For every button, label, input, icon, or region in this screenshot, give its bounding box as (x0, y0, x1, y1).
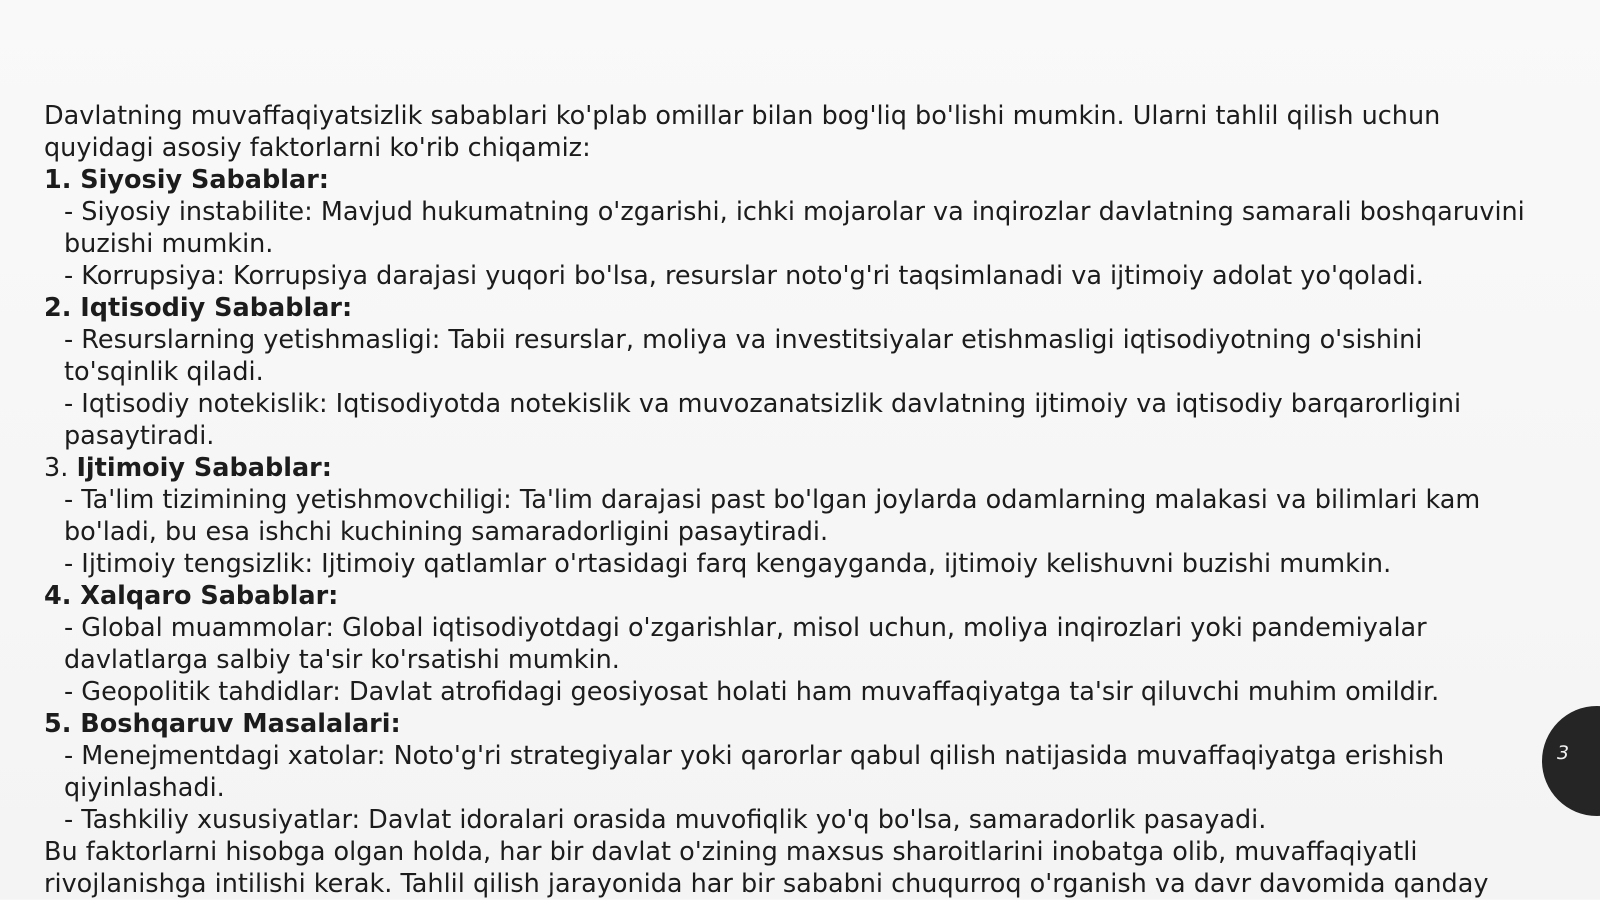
section-number: 3. (44, 453, 77, 483)
list-item: - Ta'lim tizimining yetishmovchiligi: Ta'lim darajasi past bo'lgan joylarda odamlarning malakasi va bilimlari kam bo'ladi, bu esa ishchi kuchining samaradorligini pasaytiradi. (64, 485, 1481, 547)
section-heading-economic: 2. Iqtisodiy Sabablar: (44, 293, 353, 323)
section-heading-social: Ijtimoiy Sabablar: (76, 453, 332, 483)
section-heading-social-line (44, 452, 1544, 484)
list-item: - Global muammolar: Global iqtisodiyotdagi o'zgarishlar, misol uchun, moliya inqirozlari yoki pandemiyalar davlatlarga salbiy ta'sir ko'rsatishi mumkin. (64, 613, 1427, 675)
list-item: - Resurslarning yetishmasligi: Tabii resurslar, moliya va investitsiyalar etishmasligi iqtisodiyotning o'sishini to'sqinlik qiladi. (64, 325, 1423, 387)
list-item: - Menejmentdagi xatolar: Noto'g'ri strategiyalar yoki qarorlar qabul qilish natijasida muvaffaqiyatga erishish qiyinlashadi. (64, 741, 1445, 803)
list-item: - Korrupsiya: Korrupsiya darajasi yuqori bo'lsa, resurslar noto'g'ri taqsimlanadi va ijtimoiy adolat yo'qoladi. (64, 261, 1424, 291)
conclusion-paragraph: Bu faktorlarni hisobga olgan holda, har bir davlat o'zining maxsus sharoitlarini inobatga olib, muvaffaqiyatli rivojlanishga intilishi kerak. Tahlil qilish jarayonida har bir sababni chuqurroq o'rganish va davr davomida qanday (44, 837, 1489, 899)
section-heading-political: 1. Siyosiy Sabablar: (44, 165, 329, 195)
list-item: - Ijtimoiy tengsizlik: Ijtimoiy qatlamlar o'rtasidagi farq kengayganda, ijtimoiy kelishuvni buzishi mumkin. (64, 549, 1392, 579)
list-item: - Iqtisodiy notekislik: Iqtisodiyotda notekislik va muvozanatsizlik davlatning ijtimoiy va iqtisodiy barqarorligini pasaytiradi. (64, 389, 1462, 451)
page-number: 3 (1556, 742, 1570, 764)
list-item: - Siyosiy instabilite: Mavjud hukumatning o'zgarishi, ichki mojarolar va inqirozlar davlatning samarali boshqaruvini buzishi mumkin. (64, 197, 1525, 259)
intro-paragraph: Davlatning muvaffaqiyatsizlik sabablari ko'plab omillar bilan bog'liq bo'lishi mumkin. Ularni tahlil qilish uchun quyidagi asosiy faktorlarni ko'rib chiqamiz: (44, 101, 1441, 163)
section-heading-international: 4. Xalqaro Sabablar: (44, 581, 339, 611)
list-item: - Tashkiliy xususiyatlar: Davlat idoralari orasida muvofiqlik yo'q bo'lsa, samaradorlik pasayadi. (64, 805, 1267, 835)
slide-body-text (44, 100, 1544, 900)
list-item: - Geopolitik tahdidlar: Davlat atrofidagi geosiyosat holati ham muvaffaqiyatga ta'sir qiluvchi muhim omildir. (64, 677, 1440, 707)
section-heading-governance: 5. Boshqaruv Masalalari: (44, 709, 401, 739)
